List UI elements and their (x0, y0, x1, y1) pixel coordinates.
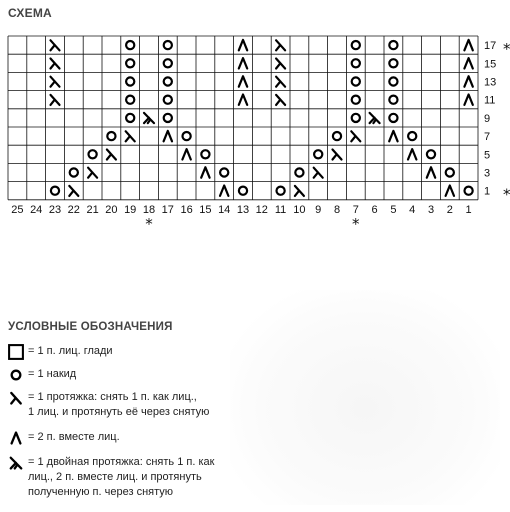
ssk-symbol (276, 40, 285, 50)
chart-cell (164, 77, 172, 85)
chart-cell (239, 58, 247, 68)
chart-cell (107, 150, 116, 160)
yarn-over-symbol (314, 150, 322, 158)
yarn-over-symbol (389, 77, 397, 85)
legend-symbol-yo (8, 367, 24, 383)
chart-cell (69, 186, 78, 196)
row-asterisk: * (503, 185, 510, 204)
chart-cell (389, 59, 397, 67)
chart-cell (276, 40, 285, 50)
chart-cell (465, 187, 473, 195)
chart-title: СХЕМА (8, 6, 52, 20)
yarn-over-symbol (446, 168, 454, 176)
knit-symbol (9, 345, 23, 359)
yarn-over-symbol (333, 132, 341, 140)
chart-cell (464, 95, 472, 105)
yarn-over-symbol (164, 77, 172, 85)
chart-cell (333, 132, 341, 140)
column-label: 14 (218, 203, 231, 216)
k2tog-symbol (12, 433, 21, 444)
legend-line: = 1 накид (28, 368, 77, 380)
chart-cell (389, 77, 397, 85)
chart-cell (389, 41, 397, 49)
chart-cell (276, 95, 285, 105)
legend-text (28, 367, 76, 382)
chart-cell (239, 95, 247, 105)
column-label: 3 (427, 203, 435, 216)
legend-line: = 2 п. вместе лиц. (28, 431, 120, 443)
chart-symbols (51, 40, 473, 196)
k2tog-symbol (464, 95, 472, 105)
row-label: 1 (484, 185, 491, 198)
chart-cell (126, 77, 134, 85)
ssk-symbol (126, 131, 135, 141)
background-shading (230, 290, 500, 505)
column-label: 5 (390, 203, 397, 216)
row-label: 11 (484, 94, 496, 107)
column-label: 9 (315, 203, 322, 216)
chart-cell (352, 114, 360, 122)
yarn-over-symbol (164, 114, 172, 122)
row-label: 3 (484, 167, 491, 180)
column-label: 1 (465, 203, 472, 216)
chart-cell (201, 167, 209, 177)
column-label: 12 (255, 203, 268, 216)
chart-cell (107, 132, 115, 140)
k2tog-symbol (182, 149, 190, 159)
ssk-symbol (314, 168, 323, 178)
chart-cell (446, 186, 454, 196)
yarn-over-symbol (183, 132, 191, 140)
yarn-over-symbol (164, 96, 172, 104)
chart-cell (220, 168, 228, 176)
chart-cell (164, 59, 172, 67)
legend-text (28, 430, 120, 445)
ssk-symbol (333, 150, 342, 160)
yarn-over-symbol (126, 96, 134, 104)
yarn-over-symbol (352, 96, 360, 104)
row-label: 9 (484, 112, 491, 125)
yarn-over-symbol (126, 41, 134, 49)
legend-title: УСЛОВНЫЕ ОБОЗНАЧЕНИЯ (8, 321, 173, 333)
chart-cell (51, 59, 60, 69)
chart-cell (370, 113, 380, 123)
chart-cell (126, 114, 134, 122)
yarn-over-symbol (295, 168, 303, 176)
legend-line: 1 лиц. и протянуть её через снятую (28, 406, 210, 418)
column-label: 8 (333, 203, 341, 216)
ssk-symbol (276, 59, 285, 69)
yarn-over-symbol (277, 187, 285, 195)
chart-cell (464, 40, 472, 50)
chart-cell (427, 150, 435, 158)
row-label: 15 (484, 58, 497, 71)
chart-cell (352, 96, 360, 104)
column-label: 7 (352, 203, 359, 216)
chart-cell (276, 59, 285, 69)
sk2p-symbol (11, 458, 22, 469)
column-asterisk: * (145, 214, 153, 233)
chart-cell (352, 59, 360, 67)
ssk-symbol (51, 59, 60, 69)
column-asterisk: * (352, 214, 360, 233)
chart-cell (464, 58, 472, 68)
chart-cell (220, 186, 228, 196)
k2tog-symbol (164, 131, 172, 141)
ssk-symbol (51, 95, 60, 105)
chart-cell (164, 131, 172, 141)
legend-text (28, 390, 209, 420)
column-label: 19 (124, 203, 137, 216)
chart-cell (295, 168, 303, 176)
column-label: 16 (180, 203, 193, 216)
yarn-over-symbol (352, 114, 360, 122)
yarn-over-symbol (465, 187, 473, 195)
chart-cell (164, 96, 172, 104)
column-label: 4 (409, 203, 416, 216)
chart-cell (295, 186, 304, 196)
yarn-over-symbol (389, 114, 397, 122)
chart-cell (389, 131, 397, 141)
column-label: 24 (30, 203, 43, 216)
yarn-over-symbol (89, 150, 97, 158)
k2tog-symbol (427, 167, 435, 177)
chart-cell (126, 131, 135, 141)
chart-cell (239, 40, 247, 50)
column-labels (11, 204, 471, 216)
legend-line: полученную п. через снятую (28, 486, 174, 498)
chart-cell (314, 168, 323, 178)
column-label: 22 (67, 203, 80, 216)
chart-cell (201, 150, 209, 158)
k2tog-symbol (389, 131, 397, 141)
chart-cell (126, 41, 134, 49)
ssk-symbol (69, 186, 78, 196)
ssk-symbol (107, 150, 116, 160)
chart-cell (88, 168, 97, 178)
chart-cell (276, 77, 285, 87)
ssk-symbol (88, 168, 97, 178)
yarn-over-symbol (70, 168, 78, 176)
k2tog-symbol (464, 58, 472, 68)
chart-cell (408, 149, 416, 159)
k2tog-symbol (239, 76, 247, 86)
legend-line: = 1 протяжка: снять 1 п. как лиц., (28, 391, 197, 403)
yarn-over-symbol (408, 132, 416, 140)
chart-cell (389, 96, 397, 104)
sk2p-symbol (370, 113, 380, 123)
chart-cell (126, 96, 134, 104)
chart-cell (408, 132, 416, 140)
legend-symbol-ssk (8, 390, 24, 406)
chart-cell (389, 114, 397, 122)
column-label: 15 (199, 203, 212, 216)
k2tog-symbol (220, 186, 228, 196)
yarn-over-symbol (389, 41, 397, 49)
yarn-over-symbol (126, 59, 134, 67)
yarn-over-symbol (107, 132, 115, 140)
column-label: 10 (293, 203, 306, 216)
row-label: 13 (484, 76, 497, 89)
column-label: 21 (86, 203, 99, 216)
k2tog-symbol (446, 186, 454, 196)
k2tog-symbol (239, 95, 247, 105)
row-label: 17 (484, 40, 497, 53)
column-label: 2 (446, 203, 453, 216)
legend-line: = 1 двойная протяжка: снять 1 п. как (28, 456, 215, 468)
chart-cell (277, 187, 285, 195)
yarn-over-symbol (220, 168, 228, 176)
column-label: 13 (236, 203, 250, 216)
column-label: 18 (142, 203, 156, 216)
yarn-over-symbol (427, 150, 435, 158)
ssk-symbol (51, 77, 60, 87)
k2tog-symbol (408, 149, 416, 159)
chart-cell (70, 168, 78, 176)
column-label: 6 (371, 203, 378, 216)
chart-cell (427, 167, 435, 177)
chart-cell (183, 132, 191, 140)
chart-cell (164, 41, 172, 49)
legend-line: лиц., 2 п. вместе лиц. и протянуть (28, 471, 202, 483)
row-labels (484, 40, 496, 198)
k2tog-symbol (239, 40, 247, 50)
yarn-over-symbol (352, 77, 360, 85)
chart-cell (51, 187, 59, 195)
knitting-chart (0, 0, 510, 240)
chart-cell (144, 113, 154, 123)
legend-text (28, 455, 214, 500)
yarn-over-symbol (51, 187, 59, 195)
chart-cell (126, 59, 134, 67)
legend-symbol-sk2p (8, 455, 24, 471)
chart-cell (239, 187, 247, 195)
column-label: 11 (274, 203, 287, 216)
column-label: 23 (48, 203, 62, 216)
ssk-symbol (51, 40, 60, 50)
row-asterisk: * (503, 40, 510, 59)
row-label: 7 (484, 131, 491, 144)
chart-cell (352, 77, 360, 85)
chart-cell (351, 131, 360, 141)
ssk-symbol (11, 393, 20, 404)
row-label: 5 (484, 149, 491, 162)
ssk-symbol (276, 95, 285, 105)
chart-cell (464, 76, 472, 86)
ssk-symbol (295, 186, 304, 196)
legend-line: = 1 п. лиц. глади (28, 345, 113, 357)
yarn-over-symbol (12, 371, 21, 380)
yarn-over-symbol (352, 41, 360, 49)
legend-symbol-k2tog (8, 430, 24, 446)
column-label: 17 (161, 203, 174, 216)
ssk-symbol (276, 77, 285, 87)
chart-cell (182, 149, 190, 159)
ssk-symbol (351, 131, 360, 141)
chart-cell (314, 150, 322, 158)
k2tog-symbol (464, 40, 472, 50)
chart-cell (51, 95, 60, 105)
column-label: 20 (105, 203, 118, 216)
column-label: 25 (11, 203, 24, 216)
chart-cell (51, 40, 60, 50)
legend-text (28, 344, 113, 359)
sk2p-symbol (144, 113, 154, 123)
chart-cell (51, 77, 60, 87)
yarn-over-symbol (126, 77, 134, 85)
k2tog-symbol (239, 58, 247, 68)
chart-cell (164, 114, 172, 122)
yarn-over-symbol (389, 96, 397, 104)
yarn-over-symbol (201, 150, 209, 158)
yarn-over-symbol (164, 59, 172, 67)
chart-cell (446, 168, 454, 176)
yarn-over-symbol (389, 59, 397, 67)
k2tog-symbol (464, 76, 472, 86)
k2tog-symbol (201, 167, 209, 177)
chart-cell (89, 150, 97, 158)
yarn-over-symbol (164, 41, 172, 49)
legend-symbol-knit (8, 344, 24, 360)
yarn-over-symbol (352, 59, 360, 67)
chart-cell (352, 41, 360, 49)
chart-cell (333, 150, 342, 160)
yarn-over-symbol (239, 187, 247, 195)
chart-cell (239, 76, 247, 86)
yarn-over-symbol (126, 114, 134, 122)
